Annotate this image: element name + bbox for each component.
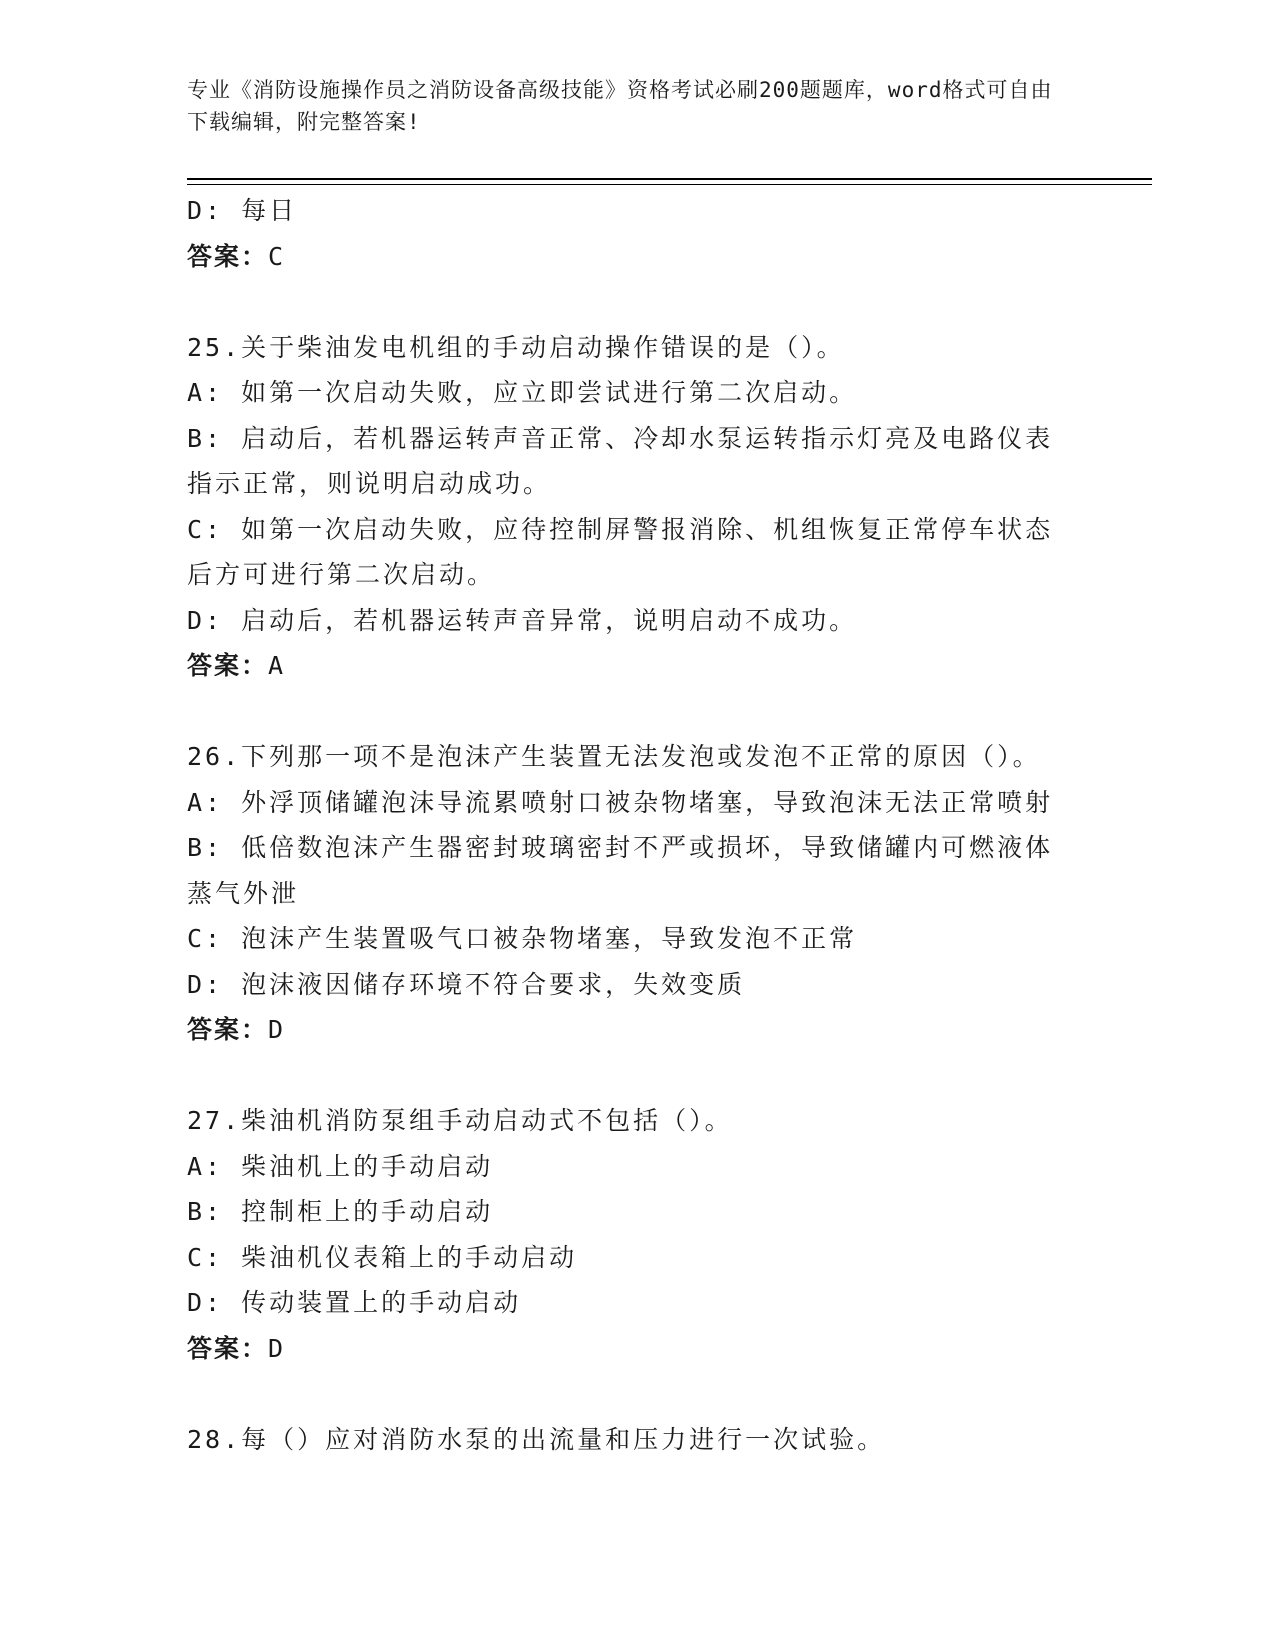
option-b: B: 低倍数泡沫产生器密封玻璃密封不严或损坏，导致储罐内可燃液体蒸气外泄 xyxy=(187,833,1054,908)
page-header: 专业《消防设施操作员之消防设备高级技能》资格考试必刷200题题库，word格式可自由下载编辑，附完整答案! xyxy=(187,78,1053,134)
question-stem: 28.每（）应对消防水泵的出流量和压力进行一次试验。 xyxy=(187,1424,886,1454)
answer-line xyxy=(187,1326,1087,1372)
option-d: D: 启动后，若机器运转声音异常，说明启动不成功。 xyxy=(187,605,858,635)
option-d: D: 泡沫液因储存环境不符合要求，失效变质 xyxy=(187,969,746,999)
spacer xyxy=(187,279,1087,325)
answer-line xyxy=(187,1007,1087,1053)
header-rule-thick xyxy=(187,178,1152,180)
option-c: C: 柴油机仪表箱上的手动启动 xyxy=(187,1242,578,1272)
answer-value: C xyxy=(268,241,287,271)
option-c: C: 如第一次启动失败，应待控制屏警报消除、机组恢复正常停车状态后方可进行第二次启动。 xyxy=(187,514,1054,589)
option-c: C: 泡沫产生装置吸气口被杂物堵塞，导致发泡不正常 xyxy=(187,924,858,953)
option-a: A: 柴油机上的手动启动 xyxy=(187,1151,494,1181)
question-stem: 27.柴油机消防泵组手动启动式不包括（）。 xyxy=(187,1106,733,1135)
answer-value: A xyxy=(268,651,287,680)
header-rule-thin xyxy=(187,184,1152,185)
option-d: D: 传动装置上的手动启动 xyxy=(187,1288,522,1317)
question-stem: 25.关于柴油发电机组的手动启动操作错误的是（）。 xyxy=(187,332,845,362)
spacer xyxy=(187,1371,1087,1417)
answer-label: 答案： xyxy=(187,1015,269,1044)
answer-value: D xyxy=(268,1333,287,1363)
option-d: D: 每日 xyxy=(187,196,298,225)
answer-label: 答案： xyxy=(187,651,269,680)
question-content xyxy=(187,188,1087,1462)
answer-value: D xyxy=(268,1015,287,1044)
answer-label: 答案： xyxy=(187,1333,269,1363)
answer-line xyxy=(187,234,1087,280)
option-b: B: 启动后，若机器运转声音正常、冷却水泵运转指示灯亮及电路仪表指示正常，则说明启动成功。 xyxy=(187,423,1054,498)
option-b: B: 控制柜上的手动启动 xyxy=(187,1197,494,1226)
option-a: A: 如第一次启动失败，应立即尝试进行第二次启动。 xyxy=(187,378,858,407)
spacer xyxy=(187,689,1087,735)
spacer xyxy=(187,1053,1087,1099)
answer-label: 答案： xyxy=(187,241,269,271)
answer-line xyxy=(187,643,1087,689)
option-a: A: 外浮顶储罐泡沫导流累喷射口被杂物堵塞，导致泡沫无法正常喷射 xyxy=(187,787,1054,817)
question-stem: 26.下列那一项不是泡沫产生装置无法发泡或发泡不正常的原因（）。 xyxy=(187,742,1041,771)
